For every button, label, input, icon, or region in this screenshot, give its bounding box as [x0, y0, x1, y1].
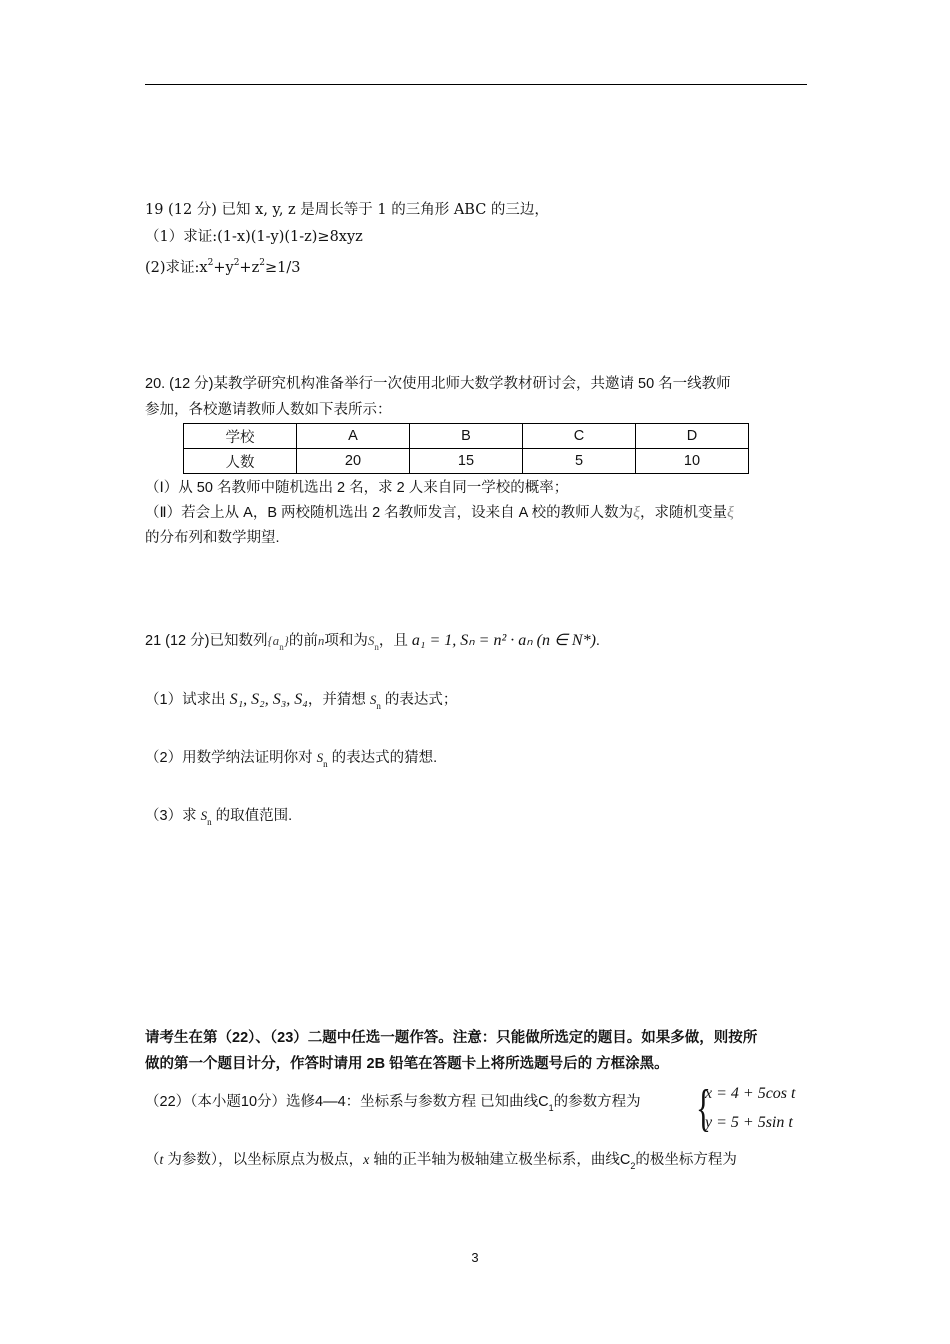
q19-title: 19 (12 分) 已知 x, y, z 是周长等于 1 的三角形 ABC 的三边，	[145, 202, 549, 218]
q19-part1: （1）求证:(1-x)(1-y)(1-z)≥8xyz	[145, 229, 363, 245]
q21-title: 21 (12 分)已知数列$\{a_n\}$的前n项和为$S_n$，且 a₁ = 1, Sₙ = n² · aₙ (n ∈ N*).	[145, 632, 600, 652]
q19-part2: (2)求证$:x^2+y^2+z^2\ge 1/3$	[145, 258, 301, 276]
teacher-count-table	[183, 423, 749, 474]
table-cell: 人数	[184, 449, 297, 474]
system-brace: {	[695, 1080, 711, 1137]
table-cell: C	[523, 424, 636, 449]
q20-line2: 参加，各校邀请教师人数如下表所示：	[145, 402, 392, 418]
q21-part2: （2）用数学纳法证明你对 $S_n$ 的表达式的猜想.	[145, 750, 438, 769]
header-rule	[145, 84, 807, 85]
q20-part2-cont: 的分布列和数学期望.	[145, 530, 280, 546]
table-cell: 15	[410, 449, 523, 474]
table-row	[184, 449, 749, 474]
q21-part1: （1）试求出 S₁, S₂, S₃, S₄，并猜想 $S_n$ 的表达式；	[145, 691, 458, 711]
table-cell: 10	[636, 449, 749, 474]
table-row	[184, 424, 749, 449]
table-cell: 20	[297, 449, 410, 474]
table-cell: A	[297, 424, 410, 449]
note-line1: 请考生在第（22）、（23）二题中任选一题作答。注意：只能做所选定的题目。如果多做，则按所	[145, 1030, 758, 1046]
q22-line1: （22）（本小题10分）选修4—4：坐标系与参数方程 已知曲线$C_1$的参数方程为	[145, 1094, 641, 1113]
q20-line1: 20. (12 分)某教学研究机构准备举行一次使用北师大数学教材研讨会，共邀请 50 名一线教师	[145, 376, 731, 392]
q20-part1: （Ⅰ）从 50 名教师中随机选出 2 名，求 2 人来自同一学校的概率；	[145, 480, 569, 496]
table-cell: 5	[523, 449, 636, 474]
table-cell: 学校	[184, 424, 297, 449]
note-line2: 做的第一个题目计分，作答时请用 2B 铅笔在答题卡上将所选题号后的 方框涂黑。	[145, 1056, 669, 1072]
param-eq-y: y = 5 + 5sin t	[705, 1114, 793, 1131]
q22-line2: （t 为参数），以坐标原点为极点，x 轴的正半轴为极轴建立极坐标系，曲线$C_2$的极坐标方程为	[145, 1152, 737, 1171]
q21-part3: （3）求 $S_n$ 的取值范围.	[145, 808, 293, 827]
q20-part2: （Ⅱ）若会上从 A，B 两校随机选出 2 名教师发言，设来自 A 校的教师人数为ξ，求随机变量ξ	[145, 504, 734, 521]
param-eq-x: x = 4 + 5cos t	[705, 1085, 796, 1102]
table-cell: D	[636, 424, 749, 449]
page-number: 3	[471, 1250, 479, 1265]
table-cell: B	[410, 424, 523, 449]
